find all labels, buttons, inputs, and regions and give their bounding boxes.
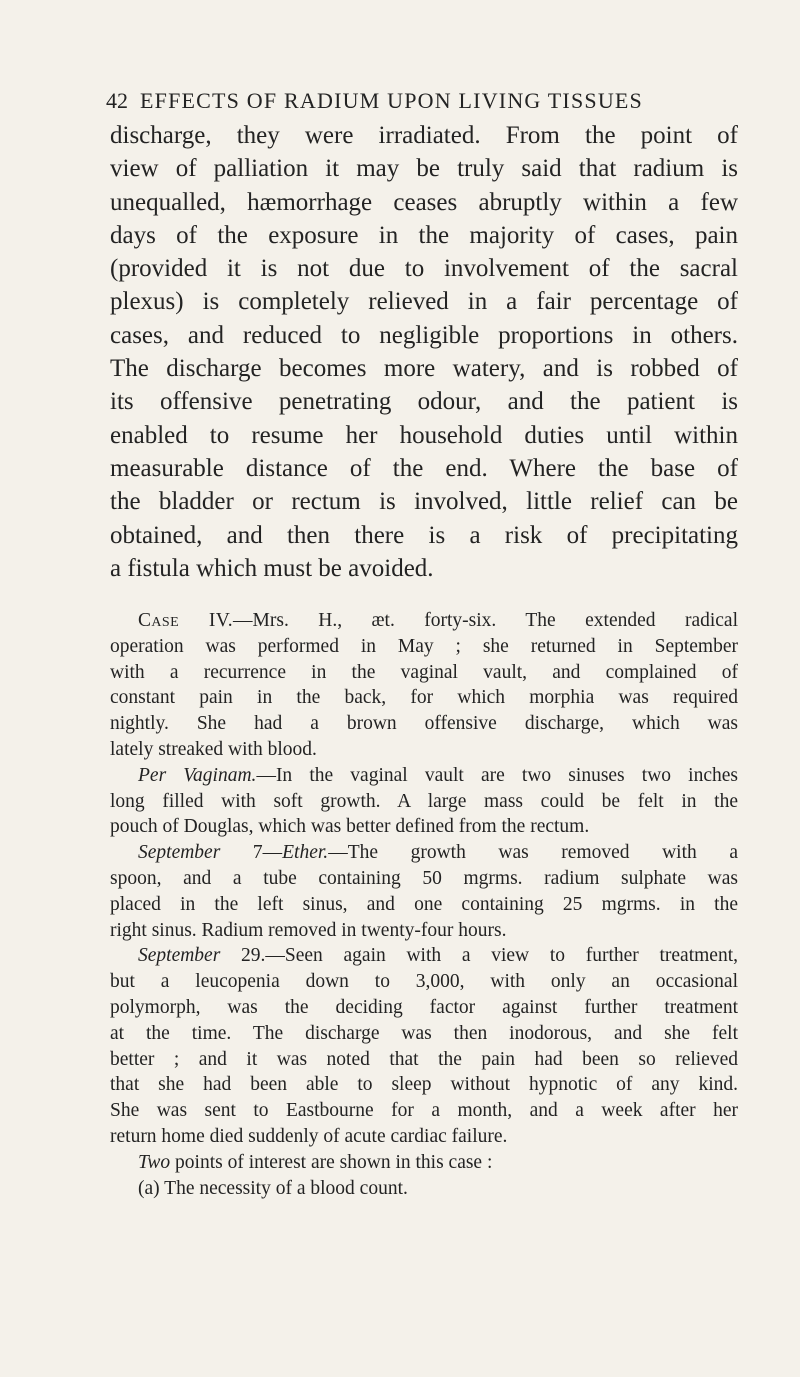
case-line-4: constant pain in the back, for which morphia was required	[110, 687, 738, 709]
september-29-label: September	[138, 945, 221, 967]
september-29-line-8: return home died suddenly of acute cardiac failure.	[110, 1125, 508, 1147]
september-7-line-2: spoon, and a tube containing 50 mgrms. radium sulphate was	[110, 867, 738, 889]
paragraph1-line-10: enabled to resume her household duties until within	[110, 421, 738, 449]
september-29-first-text: 29.—Seen again with a view to further treatment,	[220, 945, 738, 967]
paragraph1-line-14: a fistula which must be avoided.	[110, 554, 434, 582]
two-label: Two	[138, 1151, 171, 1173]
case-line-3: with a recurrence in the vaginal vault, and complained of	[110, 661, 738, 683]
september-29-line-4: at the time. The discharge was then inodorous, and she felt	[110, 1022, 738, 1044]
paragraph1-line-12: the bladder or rectum is involved, little relief can be	[110, 488, 738, 516]
paragraph-palliation	[110, 119, 738, 585]
september-7-first-text: —The growth was removed with a	[328, 842, 738, 864]
september-29-first-line	[110, 943, 738, 969]
september-7-day: 7—	[220, 842, 283, 864]
paragraph1-line-9: its offensive penetrating odour, and the patient is	[110, 388, 738, 416]
per-vaginam-first-line	[110, 763, 738, 789]
page-number: 42	[106, 88, 128, 113]
case-line-5: nightly. She had a brown offensive discharge, which was	[110, 713, 738, 735]
september-7-line-3: placed in the left sinus, and one containing 25 mgrms. in the	[110, 893, 738, 915]
case-line-2: operation was performed in May ; she returned in September	[110, 635, 738, 657]
two-points-line	[110, 1150, 738, 1176]
paragraph1-line-4: days of the exposure in the majority of cases, pain	[110, 221, 738, 249]
september-29-line-5: better ; and it was noted that the pain had been so relieved	[110, 1048, 738, 1070]
point-a-line	[110, 1176, 738, 1202]
paragraph1-line-3: unequalled, hæmorrhage ceases abruptly within a few	[110, 188, 738, 216]
per-vaginam-first-text: —In the vaginal vault are two sinuses two inches	[256, 764, 738, 786]
per-vaginam-line-2: long filled with soft growth. A large mass could be felt in the	[110, 790, 738, 812]
paragraph1-line-11: measurable distance of the end. Where the base of	[110, 454, 738, 482]
september-7-label: September	[138, 842, 221, 864]
case-iv-paragraph	[110, 608, 738, 1201]
per-vaginam-label: Per Vaginam.	[138, 764, 257, 786]
paragraph1-line-13: obtained, and then there is a risk of precipitating	[110, 521, 738, 549]
point-a-marker: (a)	[138, 1177, 160, 1199]
paragraph1-line-8: The discharge becomes more watery, and is robbed of	[110, 355, 738, 383]
point-a-text: The necessity of a blood count.	[159, 1177, 408, 1199]
ether-label: Ether.	[282, 842, 329, 864]
september-29-line-3: polymorph, was the deciding factor against further treatment	[110, 996, 738, 1018]
paragraph1-line-1: discharge, they were irradiated. From the point of	[110, 122, 738, 149]
case-iv-first-line	[110, 608, 738, 634]
paragraph1-line-6: plexus) is completely relieved in a fair percentage of	[110, 288, 738, 316]
september-29-line-6: that she had been able to sleep without hypnotic of any kind.	[110, 1074, 738, 1096]
running-title: EFFECTS OF RADIUM UPON LIVING TISSUES	[140, 88, 643, 113]
paragraph1-line-5: (provided it is not due to involvement of the sacral	[110, 255, 738, 283]
case-line-6: lately streaked with blood.	[110, 738, 317, 760]
september-7-line-4: right sinus. Radium removed in twenty-four hours.	[110, 919, 507, 941]
case-first-text: —Mrs. H., æt. forty-six. The extended radical	[233, 610, 738, 631]
case-heading: Case IV.	[138, 610, 234, 631]
september-29-line-7: She was sent to Eastbourne for a month, and a week after her	[110, 1100, 738, 1122]
september-29-line-2: but a leucopenia down to 3,000, with only an occasional	[110, 971, 738, 993]
running-head	[106, 86, 706, 116]
september-7-first-line	[110, 840, 738, 866]
paragraph1-line-7: cases, and reduced to negligible proportions in others.	[110, 321, 738, 349]
per-vaginam-line-3: pouch of Douglas, which was better defined from the rectum.	[110, 816, 590, 838]
paragraph1-line-2: view of palliation it may be truly said that radium is	[110, 155, 738, 183]
two-points-text: points of interest are shown in this case :	[170, 1151, 493, 1173]
